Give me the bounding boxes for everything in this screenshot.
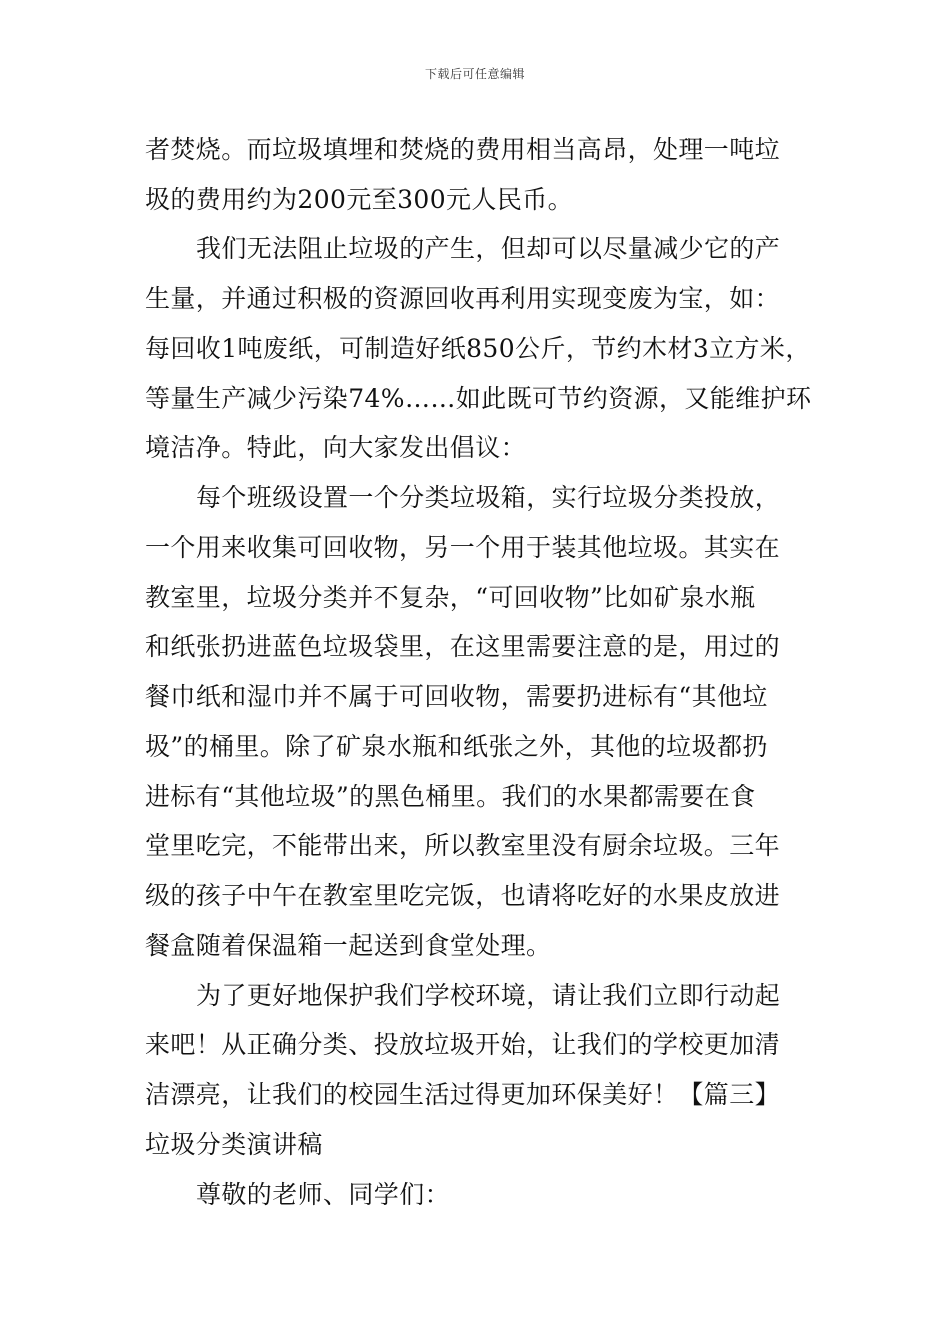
text-line: 境洁净。特此，向大家发出倡议： <box>145 433 527 462</box>
text-line: 和纸张扔进蓝色垃圾袋里，在这里需要注意的是，用过的 <box>145 632 781 661</box>
text-line: 生量，并通过积极的资源回收再利用实现变废为宝，如： <box>145 284 781 313</box>
salutation: 尊敬的老师、同学们： <box>196 1180 451 1209</box>
text-line: 洁漂亮，让我们的校园生活过得更加环保美好！【篇三】 <box>145 1080 781 1109</box>
text-line: 堂里吃完，不能带出来，所以教室里没有厨余垃圾。三年 <box>145 831 781 860</box>
section-title: 垃圾分类演讲稿 <box>145 1130 323 1159</box>
text-line: 餐盒随着保温箱一起送到食堂处理。 <box>145 931 552 960</box>
text-line: 餐巾纸和湿巾并不属于可回收物，需要扔进标有“其他垃 <box>145 682 768 711</box>
text-line: 一个用来收集可回收物，另一个用于装其他垃圾。其实在 <box>145 533 781 562</box>
text-line: 每回收1吨废纸，可制造好纸850公斤，节约木材3立方米， <box>145 334 811 363</box>
text-line: 进标有“其他垃圾”的黑色桶里。我们的水果都需要在食 <box>145 782 756 811</box>
text-line: 等量生产减少污染74%……如此既可节约资源，又能维护环 <box>145 384 812 413</box>
paragraph-first-line: 每个班级设置一个分类垃圾箱，实行垃圾分类投放， <box>196 483 781 512</box>
paragraph-first-line: 我们无法阻止垃圾的产生，但却可以尽量减少它的产 <box>196 234 781 263</box>
paragraph-first-line: 为了更好地保护我们学校环境，请让我们立即行动起 <box>196 981 781 1010</box>
text-line: 来吧！从正确分类、投放垃圾开始，让我们的学校更加清 <box>145 1030 781 1059</box>
page-header: 下载后可任意编辑 <box>424 67 525 81</box>
text-line: 圾”的桶里。除了矿泉水瓶和纸张之外，其他的垃圾都扔 <box>145 732 768 761</box>
text-line: 圾的费用约为200元至300元人民币。 <box>145 185 574 214</box>
text-line: 级的孩子中午在教室里吃完饭，也请将吃好的水果皮放进 <box>145 881 781 910</box>
text-line: 者焚烧。而垃圾填埋和焚烧的费用相当高昂，处理一吨垃 <box>145 135 781 164</box>
text-line: 教室里，垃圾分类并不复杂，“可回收物”比如矿泉水瓶 <box>145 583 756 612</box>
